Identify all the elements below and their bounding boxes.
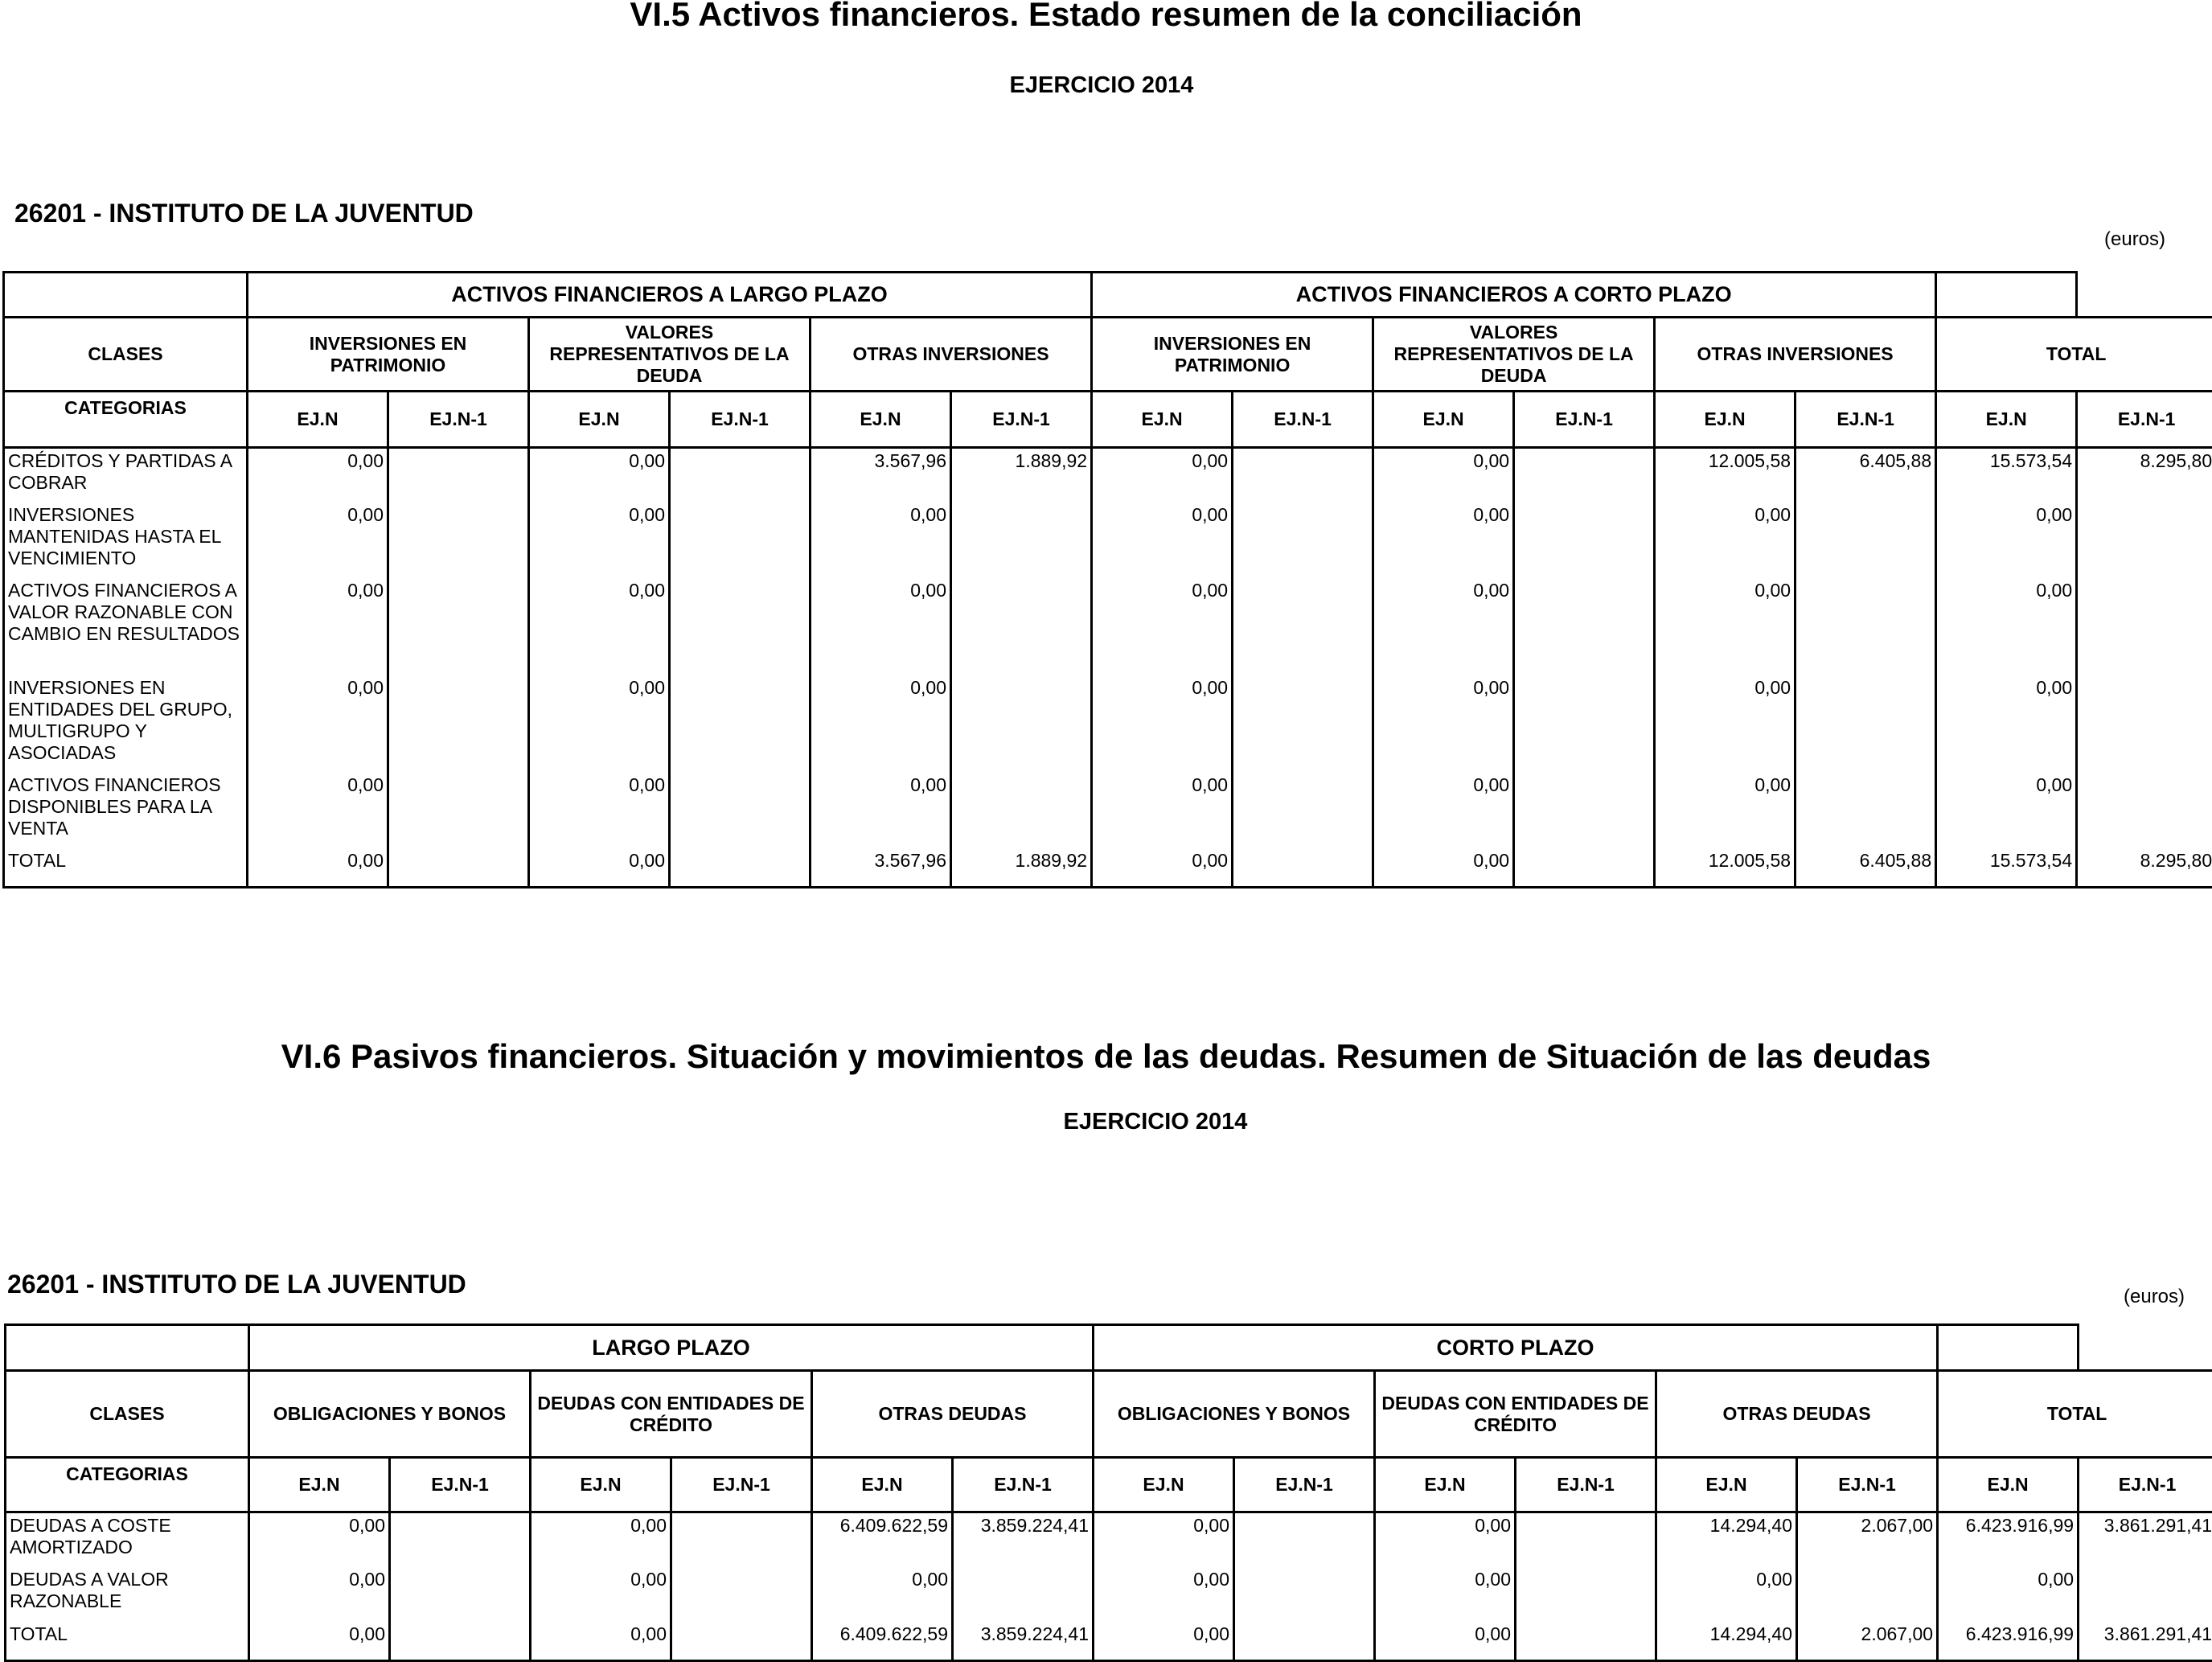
value-cell: 0,00 [248,448,388,503]
value-cell [951,578,1092,675]
classes-label: CLASES [6,1371,249,1458]
classes-label: CLASES [4,318,248,392]
table-row [4,448,2212,503]
value-cell: 0,00 [811,578,951,675]
value-cell [670,448,811,503]
column-header: OBLIGACIONES Y BONOS [249,1371,531,1458]
value-cell: 0,00 [1094,1567,1234,1622]
value-cell [390,1622,531,1661]
value-cell [1795,503,1936,578]
value-cell [390,1567,531,1622]
column-header: TOTAL [1936,318,2212,392]
value-cell: 3.861.291,41 [2079,1622,2212,1661]
year-header: EJ.N-1 [1234,1458,1375,1512]
section-2-exercise: EJERCICIO 2014 [1063,1109,1248,1135]
column-header: OTRAS INVERSIONES [811,318,1092,392]
value-cell: 0,00 [531,1512,671,1567]
value-cell: 0,00 [529,848,670,888]
value-cell [1233,773,1373,848]
value-cell [670,578,811,675]
year-header: EJ.N-1 [1514,392,1655,448]
section-2-entity: 26201 - INSTITUTO DE LA JUVENTUD [7,1270,466,1299]
year-header: EJ.N [1936,392,2077,448]
value-cell [1233,503,1373,578]
financial-assets-table [2,271,2212,888]
value-cell: 0,00 [1092,773,1233,848]
group-header-long-term: LARGO PLAZO [249,1325,1094,1371]
value-cell: 3.567,96 [811,448,951,503]
value-cell [1516,1567,1656,1622]
value-cell: 0,00 [1655,675,1795,773]
table-row [4,848,2212,888]
value-cell [671,1512,812,1567]
value-cell: 0,00 [249,1622,390,1661]
value-cell: 0,00 [1094,1512,1234,1567]
value-cell: 0,00 [811,773,951,848]
value-cell: 0,00 [1936,675,2077,773]
column-header: OTRAS DEUDAS [1656,1371,1938,1458]
value-cell: 0,00 [1092,503,1233,578]
value-cell: 0,00 [529,578,670,675]
row-label: DEUDAS A COSTE AMORTIZADO [6,1512,249,1567]
group-header-short-term: ACTIVOS FINANCIEROS A CORTO PLAZO [1092,273,1936,318]
header-blank [1938,1325,2079,1371]
year-header: EJ.N [811,392,951,448]
value-cell: 6.409.622,59 [812,1622,953,1661]
value-cell: 1.889,92 [951,448,1092,503]
value-cell [388,675,529,773]
column-header: OTRAS DEUDAS [812,1371,1094,1458]
value-cell: 0,00 [248,773,388,848]
table-row [4,773,2212,848]
value-cell [670,675,811,773]
value-cell [1514,848,1655,888]
value-cell [388,503,529,578]
value-cell: 0,00 [249,1512,390,1567]
value-cell: 6.423.916,99 [1938,1622,2079,1661]
section-1-entity: 26201 - INSTITUTO DE LA JUVENTUD [14,199,474,228]
value-cell: 6.409.622,59 [812,1512,953,1567]
year-header: EJ.N [1094,1458,1234,1512]
value-cell: 0,00 [1373,675,1514,773]
value-cell: 0,00 [1375,1622,1516,1661]
financial-liabilities-table [4,1323,2212,1662]
year-header: EJ.N-1 [1516,1458,1656,1512]
value-cell: 0,00 [812,1567,953,1622]
categories-label: CATEGORIAS [6,1458,249,1512]
value-cell: 0,00 [1936,578,2077,675]
row-label: ACTIVOS FINANCIEROS A VALOR RAZONABLE CON CAMBIO EN RESULTADOS [4,578,248,675]
value-cell: 0,00 [1373,848,1514,888]
year-header: EJ.N-1 [2077,392,2212,448]
value-cell [1514,503,1655,578]
value-cell: 6.405,88 [1795,848,1936,888]
value-cell [2077,578,2212,675]
year-header: EJ.N [1655,392,1795,448]
value-cell: 2.067,00 [1797,1622,1938,1661]
value-cell: 6.405,88 [1795,448,1936,503]
value-cell [388,848,529,888]
column-header: OBLIGACIONES Y BONOS [1094,1371,1375,1458]
value-cell [1516,1622,1656,1661]
value-cell [670,773,811,848]
column-header: DEUDAS CON ENTIDADES DE CRÉDITO [531,1371,812,1458]
year-header: EJ.N-1 [1797,1458,1938,1512]
value-cell: 0,00 [1092,848,1233,888]
value-cell: 0,00 [1655,578,1795,675]
header-blank [4,273,248,318]
value-cell: 14.294,40 [1656,1622,1797,1661]
value-cell: 0,00 [529,675,670,773]
value-cell [1234,1512,1375,1567]
value-cell [388,578,529,675]
header-blank [1936,273,2077,318]
value-cell: 0,00 [248,848,388,888]
value-cell: 0,00 [529,503,670,578]
section-1-title: VI.5 Activos financieros. Estado resumen de la conciliación [630,0,1582,33]
value-cell [1514,448,1655,503]
value-cell: 2.067,00 [1797,1512,1938,1567]
table-row [4,578,2212,675]
value-cell: 0,00 [1936,503,2077,578]
row-label: DEUDAS A VALOR RAZONABLE [6,1567,249,1622]
value-cell [951,503,1092,578]
value-cell: 8.295,80 [2077,848,2212,888]
value-cell: 0,00 [1373,773,1514,848]
row-label: TOTAL [4,848,248,888]
value-cell: 3.861.291,41 [2079,1512,2212,1567]
value-cell [671,1567,812,1622]
value-cell [670,848,811,888]
value-cell [1516,1512,1656,1567]
value-cell: 0,00 [529,448,670,503]
value-cell [1514,773,1655,848]
value-cell [951,773,1092,848]
value-cell: 0,00 [1092,578,1233,675]
value-cell: 1.889,92 [951,848,1092,888]
value-cell: 0,00 [1375,1567,1516,1622]
header-blank [6,1325,249,1371]
value-cell [670,503,811,578]
value-cell: 0,00 [1373,503,1514,578]
table-row [4,503,2212,578]
value-cell: 15.573,54 [1936,448,2077,503]
year-header: EJ.N-1 [390,1458,531,1512]
value-cell [1233,848,1373,888]
value-cell: 0,00 [1655,773,1795,848]
value-cell [951,675,1092,773]
value-cell: 12.005,58 [1655,448,1795,503]
categories-label: CATEGORIAS [4,392,248,448]
value-cell: 0,00 [1373,448,1514,503]
table-row [6,1622,2212,1661]
value-cell: 3.859.224,41 [953,1512,1094,1567]
value-cell: 0,00 [811,675,951,773]
row-label: INVERSIONES EN ENTIDADES DEL GRUPO, MULTIGRUPO Y ASOCIADAS [4,675,248,773]
section-1-exercise: EJERCICIO 2014 [1009,72,1194,98]
value-cell: 0,00 [529,773,670,848]
value-cell: 3.859.224,41 [953,1622,1094,1661]
group-header-long-term: ACTIVOS FINANCIEROS A LARGO PLAZO [248,273,1092,318]
column-header: VALORES REPRESENTATIVOS DE LA DEUDA [1373,318,1655,392]
value-cell [1234,1567,1375,1622]
table-row [4,675,2212,773]
table-row [6,1567,2212,1622]
value-cell [671,1622,812,1661]
value-cell: 6.423.916,99 [1938,1512,2079,1567]
year-header: EJ.N-1 [951,392,1092,448]
value-cell [388,773,529,848]
value-cell [953,1567,1094,1622]
value-cell: 0,00 [1092,675,1233,773]
table-row [6,1512,2212,1567]
year-header: EJ.N-1 [1795,392,1936,448]
year-header: EJ.N-1 [2079,1458,2212,1512]
year-header: EJ.N [248,392,388,448]
value-cell [2077,773,2212,848]
row-label: CRÉDITOS Y PARTIDAS A COBRAR [4,448,248,503]
year-header: EJ.N [1375,1458,1516,1512]
value-cell [2077,675,2212,773]
value-cell [388,448,529,503]
column-header: VALORES REPRESENTATIVOS DE LA DEUDA [529,318,811,392]
value-cell: 0,00 [811,503,951,578]
value-cell [1234,1622,1375,1661]
column-header: INVERSIONES EN PATRIMONIO [1092,318,1373,392]
value-cell: 14.294,40 [1656,1512,1797,1567]
value-cell [1233,578,1373,675]
value-cell [1797,1567,1938,1622]
value-cell: 0,00 [531,1622,671,1661]
column-header: INVERSIONES EN PATRIMONIO [248,318,529,392]
value-cell [1514,675,1655,773]
value-cell [1514,578,1655,675]
value-cell [2079,1567,2212,1622]
value-cell: 0,00 [1655,503,1795,578]
year-header: EJ.N [1656,1458,1797,1512]
section-2-units: (euros) [2124,1286,2185,1307]
year-header: EJ.N [1092,392,1233,448]
value-cell: 0,00 [1938,1567,2079,1622]
value-cell: 0,00 [248,578,388,675]
value-cell [390,1512,531,1567]
year-header: EJ.N [249,1458,390,1512]
value-cell: 0,00 [248,675,388,773]
value-cell [1795,578,1936,675]
year-header: EJ.N [812,1458,953,1512]
column-header: TOTAL [1938,1371,2212,1458]
year-header: EJ.N-1 [671,1458,812,1512]
row-label: ACTIVOS FINANCIEROS DISPONIBLES PARA LA VENTA [4,773,248,848]
row-label: INVERSIONES MANTENIDAS HASTA EL VENCIMIENTO [4,503,248,578]
value-cell: 0,00 [531,1567,671,1622]
group-header-short-term: CORTO PLAZO [1094,1325,1938,1371]
value-cell: 3.567,96 [811,848,951,888]
section-2-title: VI.6 Pasivos financieros. Situación y movimientos de las deudas. Resumen de Situación de las deudas [281,1037,1931,1075]
value-cell: 12.005,58 [1655,848,1795,888]
year-header: EJ.N-1 [953,1458,1094,1512]
value-cell [1233,675,1373,773]
value-cell [1233,448,1373,503]
value-cell: 0,00 [248,503,388,578]
column-header: DEUDAS CON ENTIDADES DE CRÉDITO [1375,1371,1656,1458]
year-header: EJ.N [1373,392,1514,448]
year-header: EJ.N-1 [1233,392,1373,448]
section-1-units: (euros) [2104,228,2166,250]
row-label: TOTAL [6,1622,249,1661]
value-cell [2077,503,2212,578]
year-header: EJ.N [1938,1458,2079,1512]
year-header: EJ.N [531,1458,671,1512]
value-cell: 0,00 [249,1567,390,1622]
value-cell: 0,00 [1092,448,1233,503]
value-cell: 15.573,54 [1936,848,2077,888]
year-header: EJ.N-1 [670,392,811,448]
year-header: EJ.N [529,392,670,448]
value-cell: 0,00 [1373,578,1514,675]
value-cell: 0,00 [1936,773,2077,848]
column-header: OTRAS INVERSIONES [1655,318,1936,392]
value-cell [1795,773,1936,848]
value-cell: 0,00 [1094,1622,1234,1661]
value-cell: 0,00 [1656,1567,1797,1622]
year-header: EJ.N-1 [388,392,529,448]
value-cell: 0,00 [1375,1512,1516,1567]
value-cell: 8.295,80 [2077,448,2212,503]
value-cell [1795,675,1936,773]
